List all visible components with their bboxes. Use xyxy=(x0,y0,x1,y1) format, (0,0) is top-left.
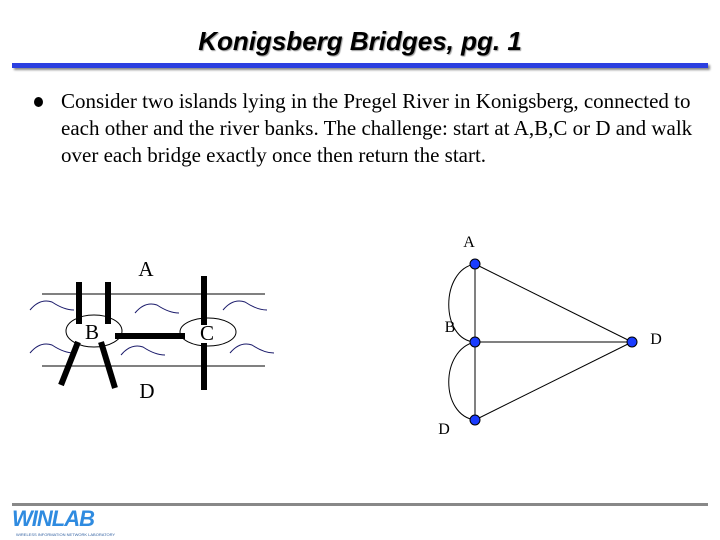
graph-label-top: A xyxy=(463,234,475,251)
bullet-text: Consider two islands lying in the Pregel River in Konigsberg, connected to each other and the river banks. The challenge: start at A,B,C or D and walk over each bridge exactly once then return the start. xyxy=(61,89,693,167)
winlab-logo: WINLAB xyxy=(12,506,94,531)
graph-label-left: B xyxy=(444,319,456,336)
graph-label-right: D xyxy=(650,331,662,348)
river-map xyxy=(30,257,274,403)
graph xyxy=(438,234,662,438)
label-b: B xyxy=(84,320,100,344)
logo-subtitle: WIRELESS INFORMATION NETWORK LABORATORY xyxy=(16,532,116,537)
footer-rule xyxy=(12,503,708,506)
label-c: C xyxy=(199,321,215,345)
node-b xyxy=(470,337,480,347)
label-a: A xyxy=(138,257,154,281)
slide-title: Konigsberg Bridges, pg. 1 xyxy=(198,26,522,56)
graph-label-bottom: D xyxy=(438,421,450,438)
node-a xyxy=(470,259,480,269)
node-bottom xyxy=(470,415,480,425)
label-d: D xyxy=(139,379,155,403)
node-d xyxy=(627,337,637,347)
